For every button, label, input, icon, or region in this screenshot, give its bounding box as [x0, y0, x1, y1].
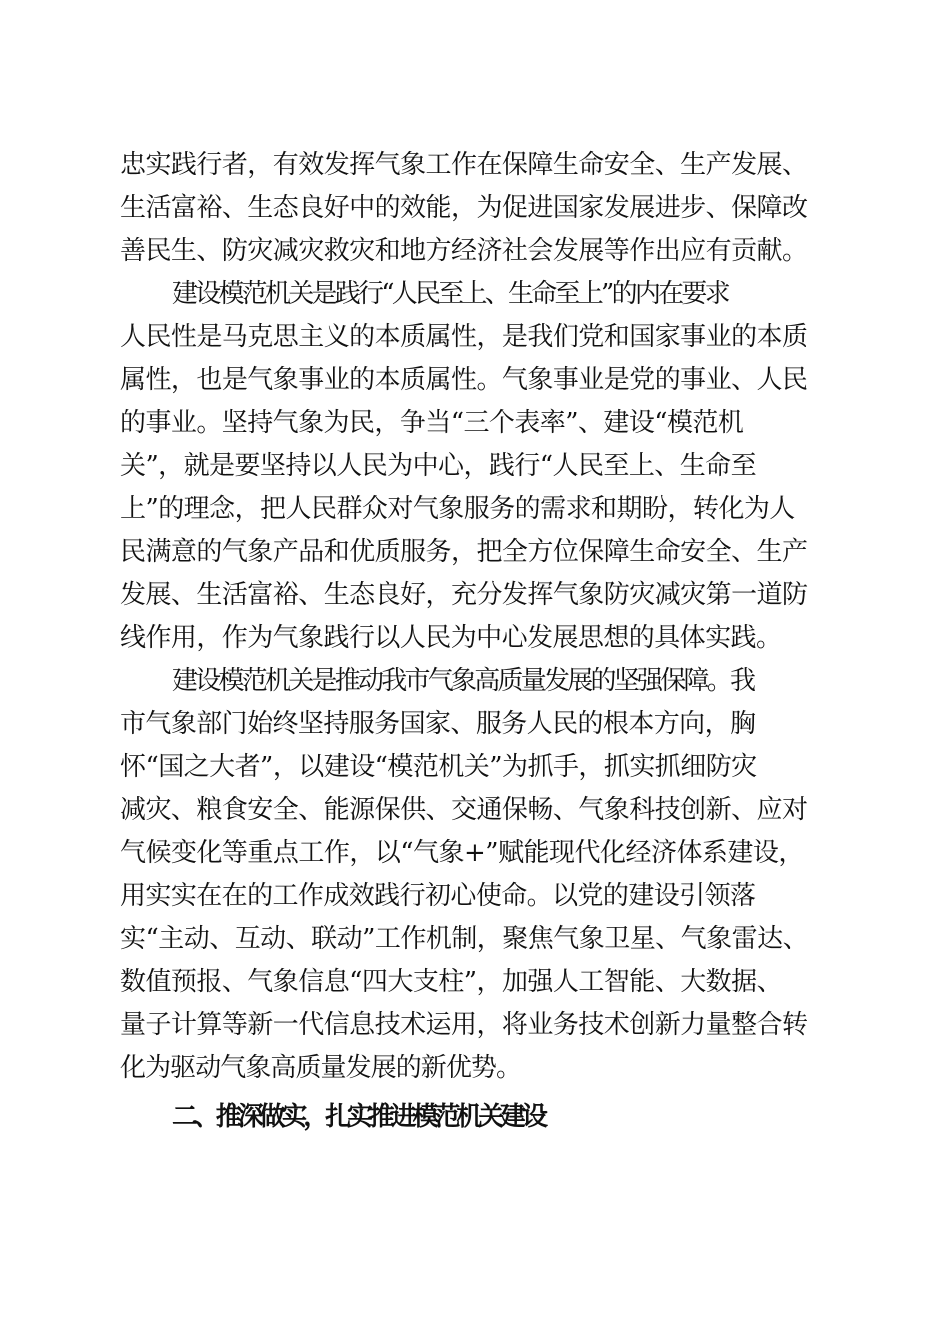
paragraph-3-line-4: 减灾、粮食安全、能源保供、交通保畅、气象科技创新、应对	[120, 795, 808, 825]
paragraph-2-line-6: 上”的理念，把人民群众对气象服务的需求和期盼，转化为人	[120, 494, 795, 524]
paragraph-1-line-1: 忠实践行者，有效发挥气象工作在保障生命安全、生产发展、	[120, 150, 808, 180]
paragraph-2-line-7: 民满意的气象产品和优质服务，把全方位保障生命安全、生产	[120, 537, 808, 567]
paragraph-3-line-2: 市气象部门始终坚持服务国家、服务人民的根本方向，胸	[120, 709, 756, 739]
paragraph-3-line-10: 化为驱动气象高质量发展的新优势。	[120, 1053, 522, 1083]
paragraph-3-line-8: 数值预报、气象信息“四大支柱”，加强人工智能、大数据、	[120, 967, 783, 997]
paragraph-2-line-9: 线作用，作为气象践行以人民为中心发展思想的具体实践。	[120, 623, 782, 653]
paragraph-3-line-5: 气候变化等重点工作，以“气象+”赋能现代化经济体系建设，	[120, 838, 804, 868]
paragraph-3-line-1: 建设模范机关是推动我市气象高质量发展的坚强保障。我	[172, 666, 754, 696]
paragraph-1-line-3: 善民生、防灾减灾救灾和地方经济社会发展等作出应有贡献。	[120, 236, 808, 266]
paragraph-2-line-5: 关”，就是要坚持以人民为中心，践行“人民至上、生命至	[120, 451, 757, 481]
paragraph-3-line-7: 实“主动、互动、联动”工作机制，聚焦气象卫星、气象雷达、	[120, 924, 809, 954]
paragraph-1-line-2: 生活富裕、生态良好中的效能，为促进国家发展进步、保障改	[120, 193, 808, 223]
paragraph-2-line-3: 属性，也是气象事业的本质属性。气象事业是党的事业、人民	[120, 365, 808, 395]
paragraph-3-line-9: 量子计算等新一代信息技术运用，将业务技术创新力量整合转	[120, 1010, 808, 1040]
paragraph-2-line-2: 人民性是马克思主义的本质属性，是我们党和国家事业的本质	[120, 322, 808, 352]
paragraph-2-line-4: 的事业。坚持气象为民，争当“三个表率”、建设“模范机	[120, 408, 744, 438]
paragraph-2-line-1: 建设模范机关是践行“人民至上、生命至上”的内在要求	[172, 279, 728, 309]
paragraph-2-line-8: 发展、生活富裕、生态良好，充分发挥气象防灾减灾第一道防	[120, 580, 808, 610]
paragraph-3-line-3: 怀“国之大者”，以建设“模范机关”为抓手，抓实抓细防灾	[120, 752, 757, 782]
paragraph-3-line-6: 用实实在在的工作成效践行初心使命。以党的建设引领落	[120, 881, 756, 911]
section-heading: 二、推深做实，扎实推进模范机关建设	[172, 1102, 544, 1132]
